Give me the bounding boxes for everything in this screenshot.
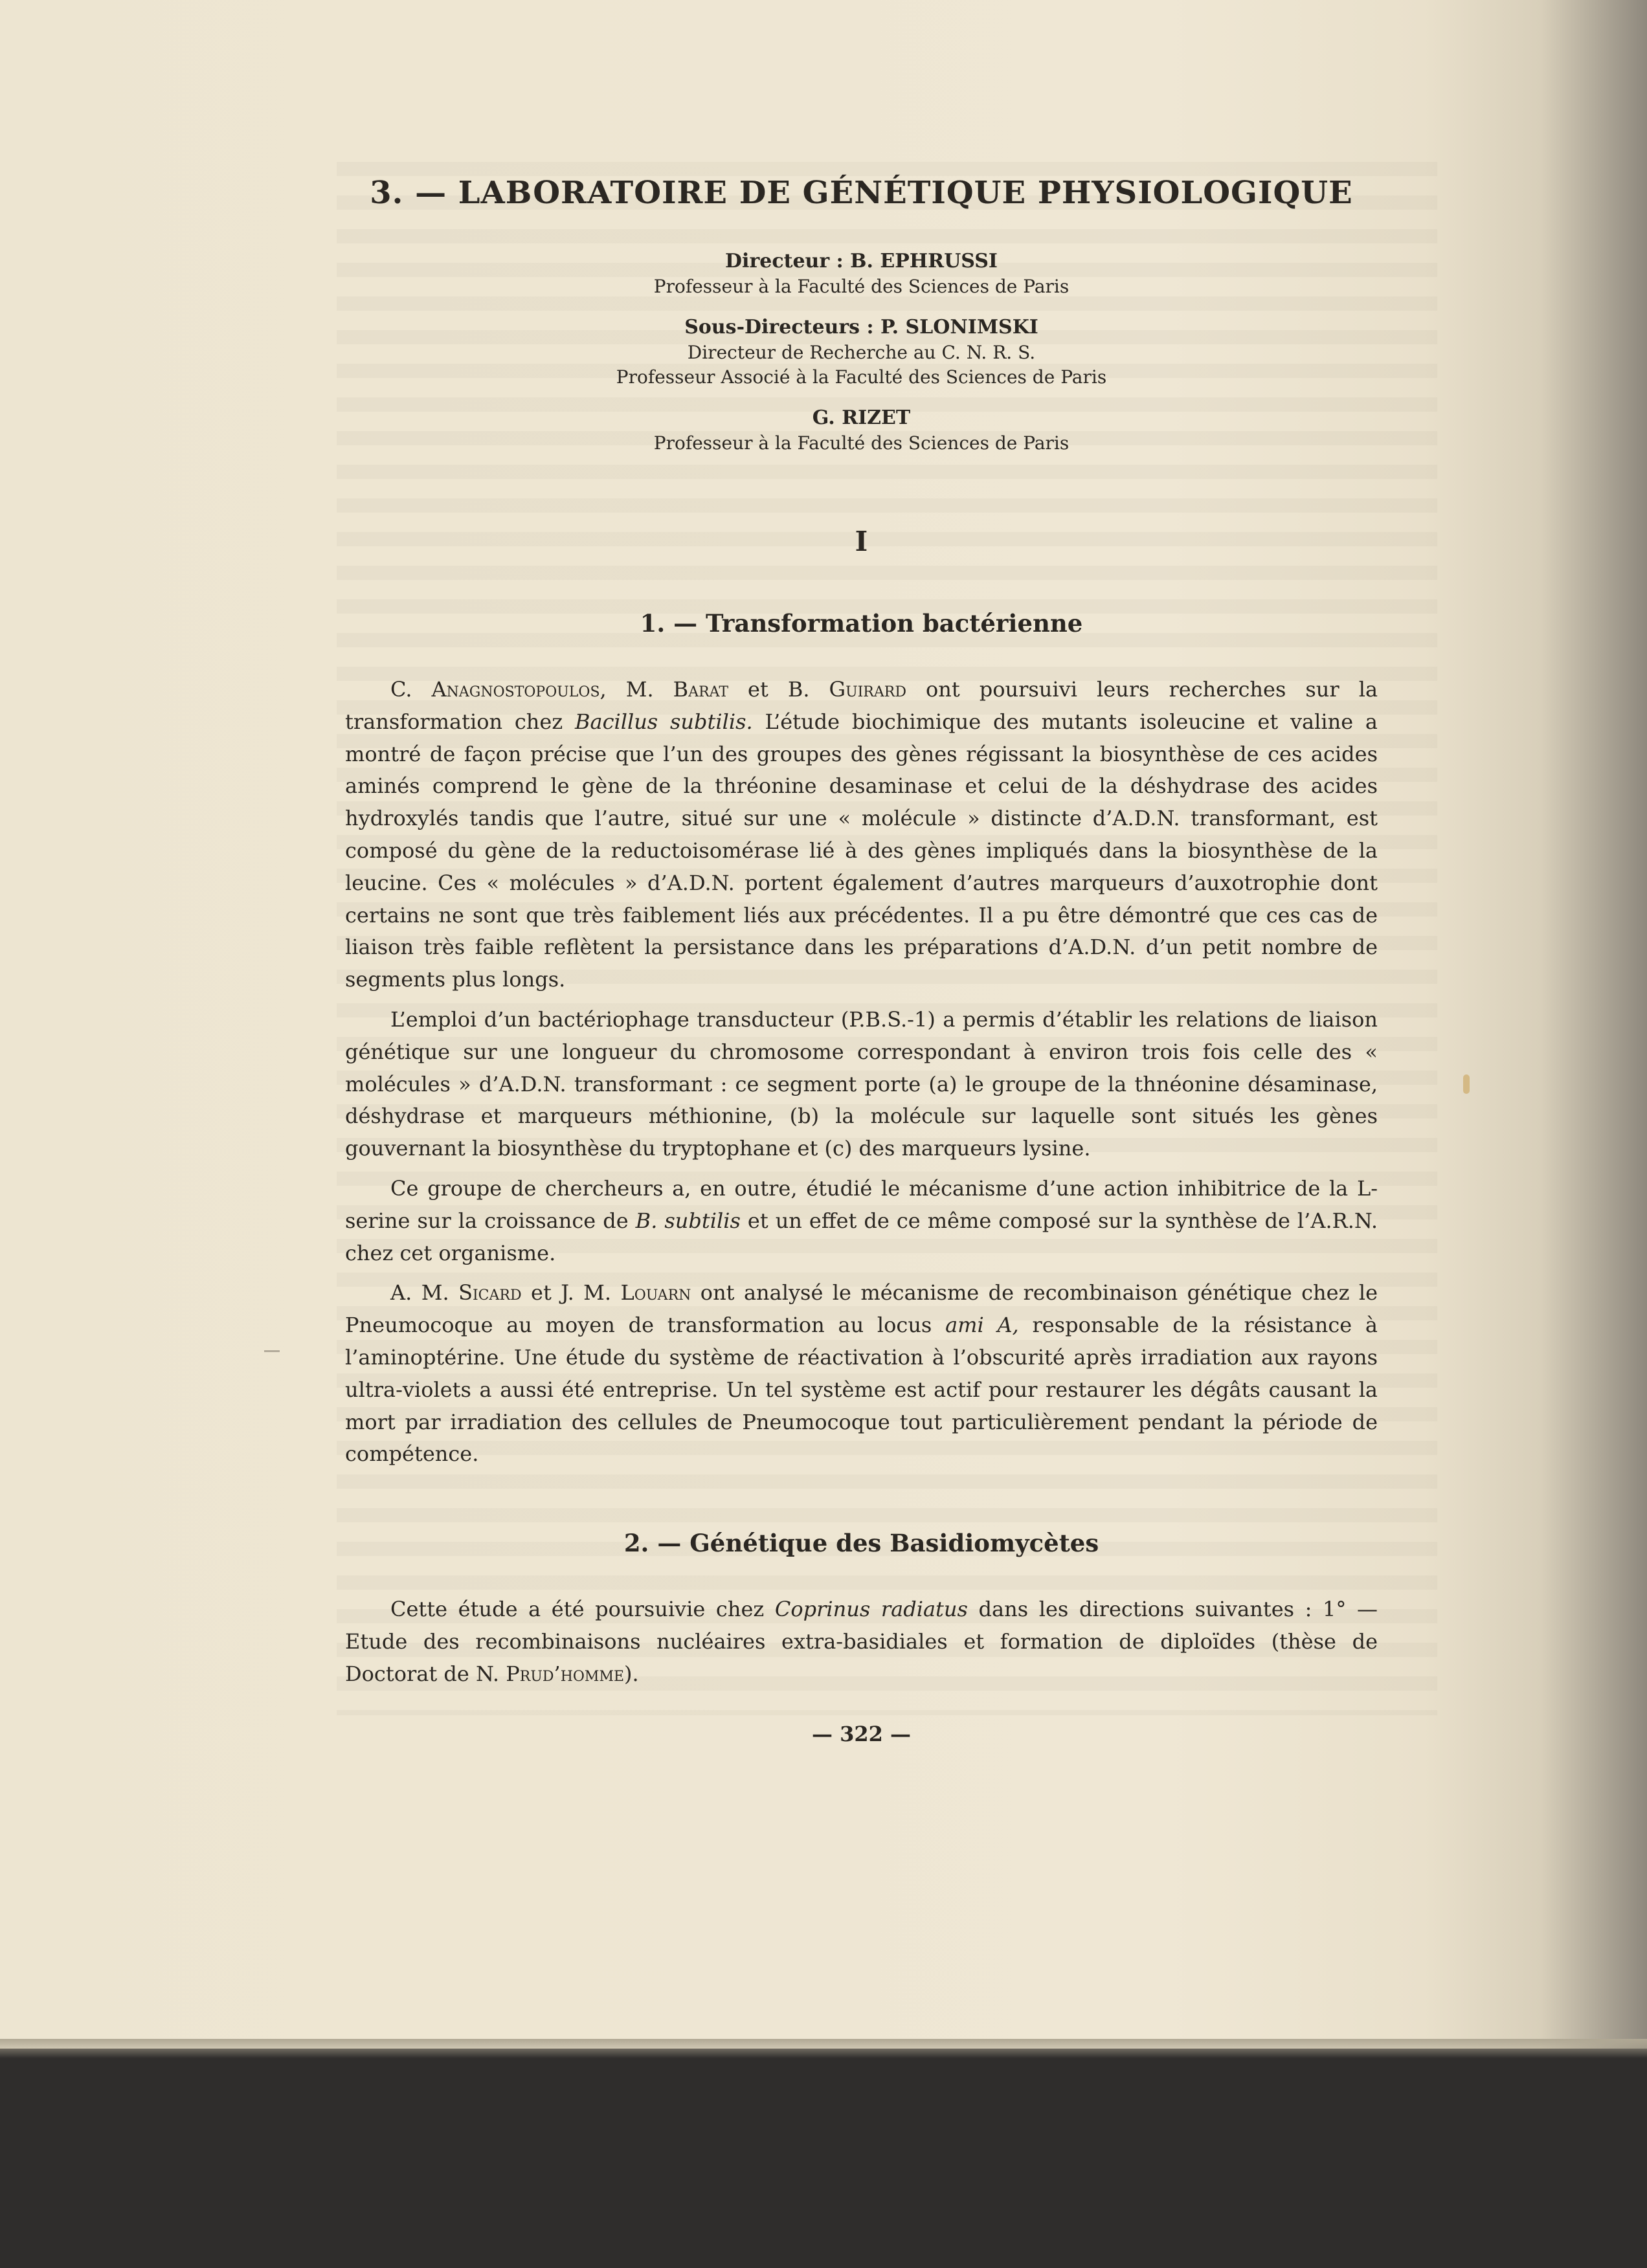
section-1-paragraph-4: A. M. Sicard et J. M. Louarn ont analysé le mécanisme de recombinaison génétique chez le Pneumocoque au moyen de transformation au locus ami A, responsable de la résistance à l’aminoptérine. Une étude du système de réactivation à l’obscurité après irradiation aux rayons ultra-violets a aussi été entreprise. Un tel système est actif pour restaurer les dégâts causant la mort par irradiation des cellules de Pneumocoque tout particulièrement pendant la période de compétence. [345,1280,1378,1467]
sub-director-affiliation-2: Professeur Associé à la Faculté des Sciences de Paris [616,366,1107,388]
page-content [345,175,1378,1746]
species-name: Coprinus radiatus [774,1597,968,1622]
author-name: Sicard [458,1280,522,1306]
page-title: 3. — LABORATOIRE DE GÉNÉTIQUE PHYSIOLOGIQUE [370,175,1353,211]
page-edge-shadow [0,2039,1647,2058]
part-numeral: I [855,526,868,557]
section-1-paragraph-3: Ce groupe de chercheurs a, en outre, étudié le mécanisme d’une action inhibitrice de la L-serine sur la croissance de B. subtilis et un effet de ce même composé sur la synthèse de l’A.R.N. chez cet organisme. [345,1175,1378,1265]
author-name: Louarn [620,1280,691,1306]
species-name: Bacillus subtilis. [574,709,753,734]
section-2-heading: 2. — Génétique des Basidiomycètes [623,1529,1099,1558]
locus-name: ami A, [945,1313,1019,1338]
author-name: Guirard [829,677,906,702]
author-name: Barat [673,677,728,702]
section-2-paragraph-1: Cette étude a été poursuivie chez Coprinus radiatus dans les directions suivantes : 1° — Etude des recombinaisons nucléaires extra-basidiales et formation de diploïdes (thèse de Doctorat de N. Prud’homme). [345,1597,1378,1686]
staff-rizet [345,405,1378,456]
sub-directors-role: Sous-Directeurs : P. SLONIMSKI [684,316,1038,339]
author-name: Prud’homme [506,1661,625,1686]
sub-director-affiliation-1: Directeur de Recherche au C. N. R. S. [687,342,1036,363]
species-name: B. subtilis [635,1208,741,1233]
page-number: — 322 — [811,1721,912,1746]
section-1-paragraph-1: C. Anagnostopoulos, M. Barat et B. Guirard ont poursuivi leurs recherches sur la transformation chez Bacillus subtilis. L’étude biochimique des mutants isoleucine et valine a montré de façon précise que l’un des groupes des gènes régissant la biosynthèse de ces acides aminés comprend le gène de la thréonine desaminase et celui de la déshydrase des acides hydroxylés tandis que l’autre, situé sur une « molécule » distincte d’A.D.N. transformant, est composé du gène de la reductoisomérase lié à des gènes impliqués dans la biosynthèse de la leucine. Ces « molécules » d’A.D.N. portent également d’autres marqueurs d’auxotrophie dont certains ne sont que très faiblement liés aux précédentes. Il a pu être démontré que ces cas de liaison très faible reflètent la persistance dans les préparations d’A.D.N. d’un petit nombre de segments plus longs. [345,677,1378,992]
section-1-heading: 1. — Transformation bactérienne [640,609,1083,638]
director-role: Directeur : B. EPHRUSSI [725,250,998,272]
section-1-paragraph-2: L’emploi d’un bactériophage transducteur (P.B.S.-1) a permis d’établir les relations de liaison génétique sur une longueur du chromosome correspondant à environ trois fois celle des « molécules » d’A.D.N. transformant : ce segment porte (a) le groupe de la thnéonine désaminase, déshydrase et marqueurs méthionine, (b) la molécule sur laquelle sont situés les gènes gouvernant la biosynthèse du tryptophane et (c) des marqueurs lysine. [345,1006,1378,1161]
rizet-role: G. RIZET [812,406,911,429]
paper-stain [1463,1074,1470,1094]
margin-mark [264,1350,280,1352]
rizet-affiliation: Professeur à la Faculté des Sciences de Paris [653,432,1070,454]
staff-director [345,249,1378,299]
director-affiliation: Professeur à la Faculté des Sciences de Paris [653,276,1070,297]
staff-sub-directors [345,315,1378,390]
author-name: Anagnostopoulos [431,677,600,702]
